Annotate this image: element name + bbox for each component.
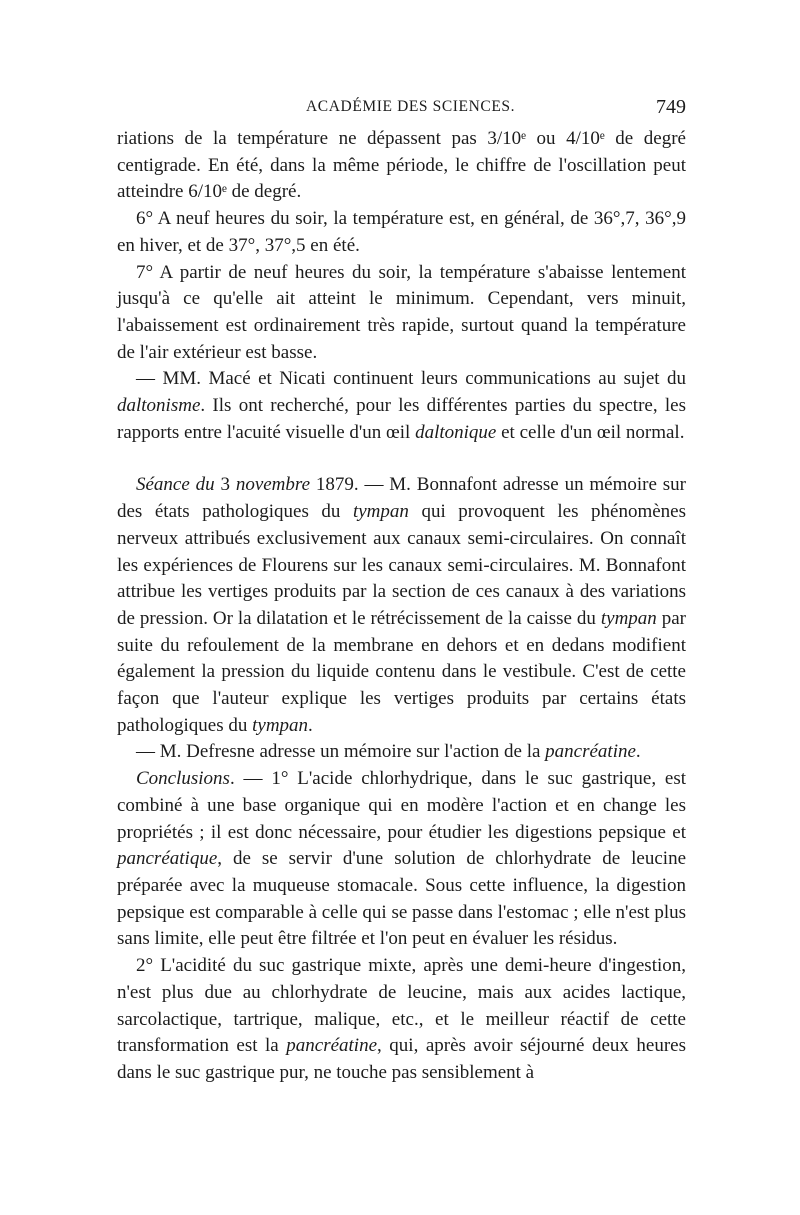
paragraph bbox=[117, 953, 686, 1087]
text-run: . — 1° L'acide chlorhydrique, dans le suc gastrique, est combiné à une base organique qui en modère l'action et en change les propriétés ; il est donc nécessaire, pour étudier les digestions pepsique et bbox=[117, 768, 686, 843]
text-run: — MM. Macé et Nicati continuent leurs communications au sujet du bbox=[136, 368, 686, 390]
text-run: , qui, après avoir séjourné deux heures dans le suc gastrique pur, ne touche pas sensiblement à bbox=[117, 1035, 686, 1083]
paragraph bbox=[117, 739, 686, 766]
italic-text: novembre bbox=[235, 474, 311, 496]
book-page bbox=[117, 96, 686, 1087]
text-run: . bbox=[308, 714, 313, 736]
italic-text: Conclusions bbox=[136, 768, 230, 790]
paragraph bbox=[117, 766, 686, 953]
italic-text: daltonisme bbox=[117, 395, 201, 417]
italic-text: pancréatine bbox=[545, 741, 636, 763]
text-run: 7° A partir de neuf heures du soir, la température s'abaisse lentement jusqu'à ce qu'elle ait atteint le minimum. Cependant, vers minuit, l'abaissement est ordinairement très rapide, surtout quand la température de l'air extérieur est basse. bbox=[117, 261, 686, 363]
text-run: — M. Defresne adresse un mémoire sur l'action de la bbox=[136, 741, 546, 763]
body-text bbox=[117, 126, 686, 1087]
text-run: , de se servir d'une solution de chlorhydrate de leucine préparée avec la muqueuse stomacale. Sous cette influence, la digestion pepsique est comparable à celle qui se passe dans l'estomac ; elle n'est plus sans limite, elle peut être filtrée et l'on peut en évaluer les résidus. bbox=[117, 848, 686, 950]
page-number: 749 bbox=[656, 96, 686, 118]
paragraph bbox=[117, 126, 686, 206]
italic-text: tympan bbox=[600, 607, 657, 629]
text-run: qui provoquent les phénomènes nerveux attribués exclusivement aux canaux semi-circulaires. On connaît les expériences de Flourens sur les canaux semi-circulaires. M. Bonnafont attribue les vertiges produits par la section de ces canaux à des variations de pression. Or la dilatation et le rétrécissement de la caisse du bbox=[117, 501, 686, 629]
italic-text: tympan bbox=[252, 714, 309, 736]
italic-text: tympan bbox=[352, 501, 409, 523]
paragraph bbox=[117, 206, 686, 259]
text-run: et celle d'un œil normal. bbox=[496, 421, 685, 443]
running-head bbox=[140, 96, 686, 126]
text-run: par suite du refoulement de la membrane en dehors et en dedans modifient également la pression du liquide contenu dans le vestibule. C'est de cette façon que l'auteur explique les vertiges produits par certains états pathologiques du bbox=[117, 607, 686, 736]
text-run: 2° L'acidité du suc gastrique mixte, après une demi-heure d'ingestion, n'est plus due au chlorhydrate de leucine, mais aux acides lactique, sarcolactique, tartrique, malique, etc., et le meilleur réactif de cette transformation est la bbox=[117, 955, 686, 1057]
paragraph bbox=[117, 472, 686, 739]
text-run: riations de la température ne dépassent pas 3/10ᵉ ou 4/10ᵉ de degré centigrade. En été, dans la même période, le chiffre de l'oscillation peut atteindre 6/10ᵉ de degré. bbox=[117, 128, 686, 203]
text-run: . Ils ont recherché, pour les différentes parties du spectre, les rapports entre l'acuité visuelle d'un œil bbox=[117, 395, 686, 443]
running-title: ACADÉMIE DES SCIENCES. bbox=[306, 98, 516, 115]
text-run: 1879. — M. Bonnafont adresse un mémoire sur des états pathologiques du bbox=[117, 474, 686, 523]
italic-text: pancréatine bbox=[286, 1035, 378, 1057]
text-run: . bbox=[635, 741, 641, 763]
paragraph bbox=[117, 260, 686, 367]
italic-text: Séance du bbox=[136, 474, 215, 496]
paragraph bbox=[117, 366, 686, 446]
italic-text: pancréatique bbox=[117, 848, 218, 870]
italic-text: daltonique bbox=[415, 421, 497, 443]
text-run: 3 bbox=[214, 474, 236, 496]
text-run: 6° A neuf heures du soir, la température est, en général, de 36°,7, 36°,9 en hiver, et de 37°, 37°,5 en été. bbox=[117, 208, 686, 256]
